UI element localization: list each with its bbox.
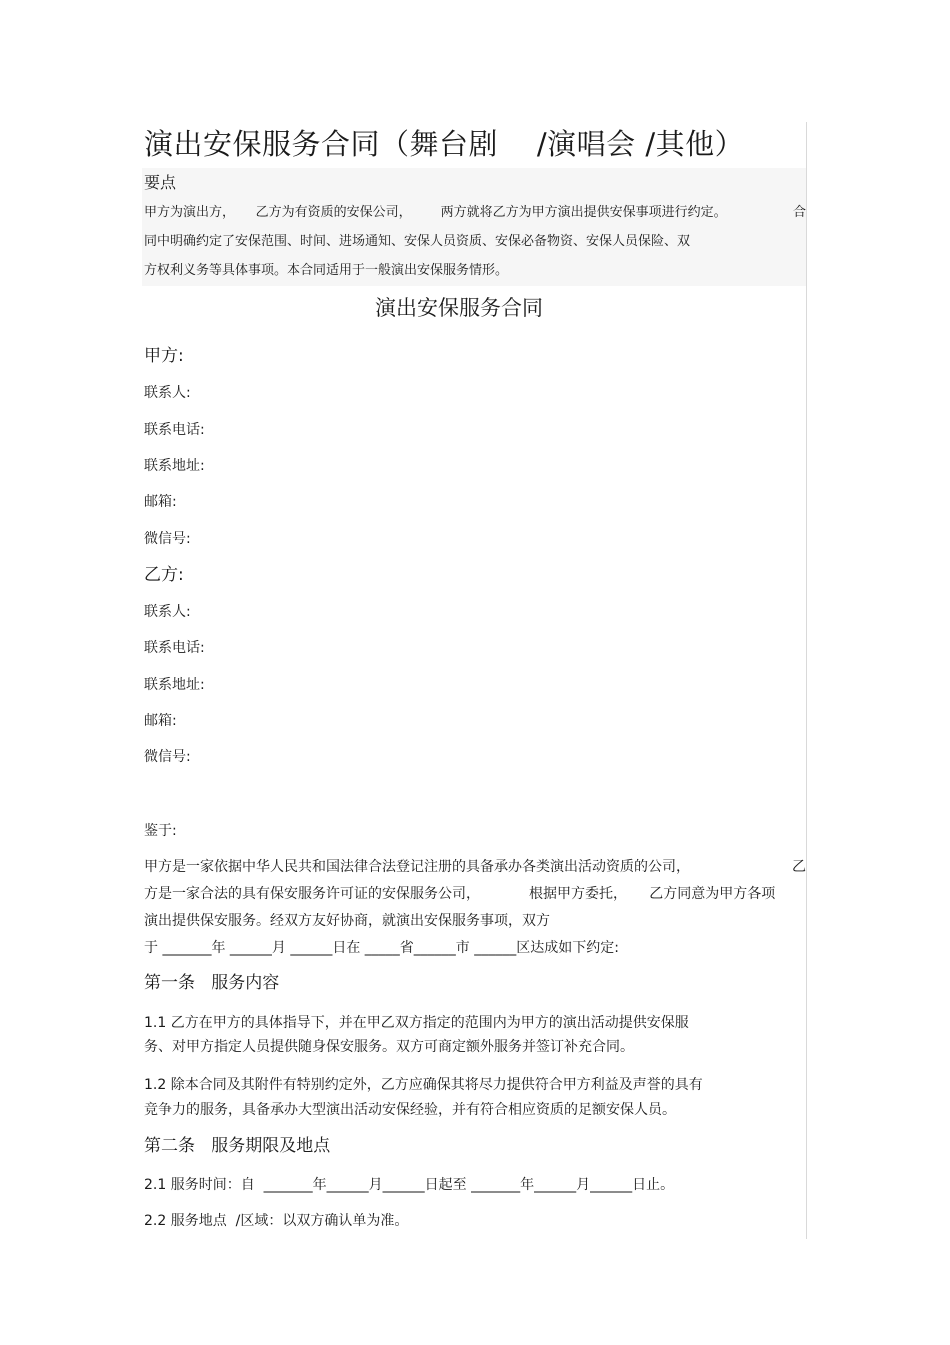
party-a-email: 邮箱: xyxy=(144,494,177,510)
party-b-email: 邮箱: xyxy=(144,713,177,729)
article-2-clause-1: 2.1 服务时间：自 _______年______月______日起至 _______年______月______日止。 xyxy=(144,1177,675,1193)
whereas-line-wrap: 乙 xyxy=(792,859,806,875)
article-1-clause-1: 1.1 乙方在甲方的具体指导下，并在甲乙双方指定的范围内为甲方的演出活动提供安保服 xyxy=(144,1015,689,1031)
summary-heading: 要点 xyxy=(144,173,177,192)
whereas-line: 演出提供保安服务。经双方友好协商，就演出安保服务事项，双方 xyxy=(144,913,550,929)
party-a-phone: 联系电话: xyxy=(144,422,205,438)
whereas-line: 方是一家合法的具有保安服务许可证的安保服务公司， 根据甲方委托， 乙方同意为甲方各项 xyxy=(144,886,776,902)
summary-box xyxy=(142,168,806,286)
summary-line-wrap: 合 xyxy=(792,205,806,220)
party-b-label: 乙方: xyxy=(144,565,184,585)
party-b-wechat: 微信号: xyxy=(144,749,191,765)
article-2-clause-2: 2.2 服务地点 /区域：以双方确认单为准。 xyxy=(144,1213,409,1229)
whereas-label: 鉴于: xyxy=(144,823,177,839)
document-title: 演出安保服务合同（舞台剧 /演唱会 /其他） xyxy=(144,127,745,161)
document-page xyxy=(142,122,807,1239)
whereas-date-line: 于 _______年 ______月 ______日在 _____省______市 ______区达成如下约定: xyxy=(144,940,619,956)
summary-line: 方权利义务等具体事项。本合同适用于一般演出安保服务情形。 xyxy=(144,263,509,278)
party-a-address: 联系地址: xyxy=(144,458,205,474)
article-1-clause-2: 1.2 除本合同及其附件有特别约定外，乙方应确保其将尽力提供符合甲方利益及声誉的具有 xyxy=(144,1077,703,1093)
party-a-contact: 联系人: xyxy=(144,385,191,401)
party-b-contact: 联系人: xyxy=(144,604,191,620)
party-b-address: 联系地址: xyxy=(144,677,205,693)
article-2-heading: 第二条 服务期限及地点 xyxy=(144,1136,331,1156)
article-1-clause-1-cont: 务、对甲方指定人员提供随身保安服务。双方可商定额外服务并签订补充合同。 xyxy=(144,1039,634,1055)
contract-title: 演出安保服务合同 xyxy=(375,296,543,320)
article-1-heading: 第一条 服务内容 xyxy=(144,973,280,993)
whereas-line: 甲方是一家依据中华人民共和国法律合法登记注册的具备承办各类演出活动资质的公司， xyxy=(144,859,690,875)
party-b-phone: 联系电话: xyxy=(144,640,205,656)
summary-line: 甲方为演出方， 乙方为有资质的安保公司， 两方就将乙方为甲方演出提供安保事项进行约定。 xyxy=(144,205,727,220)
party-a-label: 甲方: xyxy=(144,346,184,366)
party-a-wechat: 微信号: xyxy=(144,531,191,547)
article-1-clause-2-cont: 竞争力的服务，具备承办大型演出活动安保经验，并有符合相应资质的足额安保人员。 xyxy=(144,1102,676,1118)
summary-line: 同中明确约定了安保范围、时间、进场通知、安保人员资质、安保必备物资、安保人员保险、双 xyxy=(144,234,691,249)
